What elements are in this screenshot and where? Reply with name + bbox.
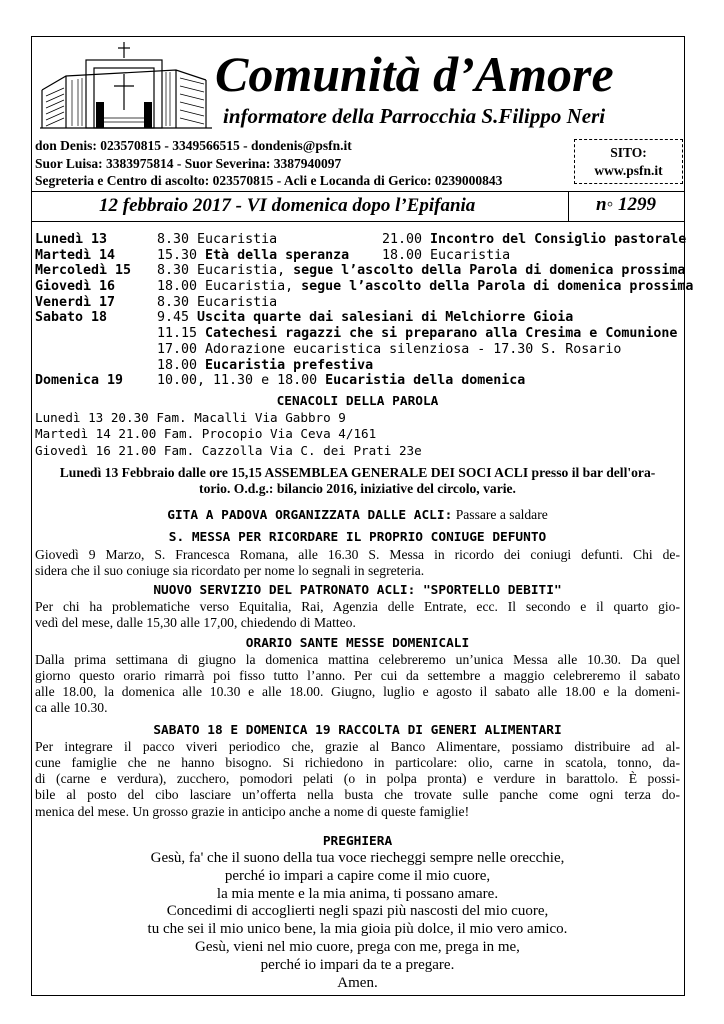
event-time: 8.30	[157, 263, 190, 279]
schedule-row	[35, 358, 680, 374]
church-logo-icon	[36, 40, 214, 134]
event-time: 9.45	[157, 310, 190, 326]
schedule-row	[35, 295, 680, 311]
event-text: Eucaristia,	[197, 263, 286, 279]
event-time: 18.00	[382, 247, 423, 263]
preghiera-title: PREGHIERA	[322, 833, 393, 849]
schedule-event	[157, 326, 677, 342]
event-text: Eucaristia,	[205, 279, 294, 295]
assemblea-line: torio. O.d.g.: bilancio 2016, iniziative del circolo, varie.	[199, 481, 516, 497]
orario-line: alle 18.00, la domenica alle 10.30 e alle 18.00. Giugno, luglio e agosto il sabato alle 18.00 e la domeni-	[35, 684, 680, 700]
event-text: Adorazione eucaristica silenziosa - 17.30 S. Rosario	[205, 341, 622, 357]
prayer-line: la mia mente e la mia anima, ti possano amare.	[216, 885, 499, 902]
event-time: 15.30	[157, 247, 198, 263]
weekly-schedule	[35, 232, 694, 389]
schedule-event	[157, 279, 693, 295]
schedule-row	[35, 232, 687, 248]
contact-line: Suor Luisa: 3383975814 - Suor Severina: 3387940097	[35, 155, 342, 171]
raccolta-line: bile al posto del cibo lasciare un’offerta nella busta che trovate sulle panche come ogni terza do-	[35, 787, 680, 803]
patronato-line: Per chi ha problematiche verso Equitalia, Rai, Agenzia delle Entrate, ecc. Il secondo e il quarto gio-	[35, 599, 680, 615]
schedule-event	[157, 342, 621, 358]
messa-title: S. MESSA PER RICORDARE IL PROPRIO CONIUGE DEFUNTO	[168, 530, 547, 546]
cenacoli-title: CENACOLI DELLA PAROLA	[276, 394, 439, 409]
schedule-row	[35, 342, 680, 358]
cenacoli-line: Lunedì 13 20.30 Fam. Macalli Via Gabbro 9	[35, 410, 346, 426]
cenacoli-line: Martedì 14 21.00 Fam. Procopio Via Ceva 4/161	[35, 426, 377, 442]
assemblea-line: Lunedì 13 Febbraio dalle ore 15,15 ASSEMBLEA GENERALE DEI SOCI ACLI presso il bar dell'ora-	[59, 464, 656, 480]
event-time: 17.00	[157, 341, 198, 357]
messa-line: sidera che il suo coniuge sia ricordato per nome lo segnali in segreteria.	[35, 562, 425, 578]
event-time: 8.30	[157, 294, 190, 310]
announcements	[35, 394, 680, 992]
schedule-row	[35, 279, 694, 295]
schedule-day: Domenica 19	[35, 373, 124, 389]
raccolta-title: SABATO 18 E DOMENICA 19 RACCOLTA DI GENERI ALIMENTARI	[153, 722, 562, 738]
patronato-line: vedì del mese, dalle 15,30 alle 17,00, chiedendo di Matteo.	[35, 615, 356, 631]
schedule-event	[157, 263, 685, 279]
issue-number: n◦ 1299	[596, 193, 657, 215]
event-time: 18.00	[157, 279, 198, 295]
prayer-line: perché io impari a capire come il mio cuore,	[224, 867, 491, 884]
raccolta-line: di (carne e verdura), zucchero, pomodori pelati (o in polpa pronta) e verdure in barattolo. È possi-	[35, 771, 680, 787]
newsletter-title: Comunità d’Amore	[215, 46, 614, 102]
schedule-day: Martedì 14	[35, 247, 116, 263]
event-text: Eucaristia	[197, 232, 278, 247]
event-time: 18.00	[157, 357, 198, 373]
orario-line: ca alle 10.30.	[35, 700, 108, 716]
event-time: 21.00	[382, 232, 423, 247]
orario-line: Dalla prima settimana di giugno la domenica mattina celebreremo un’unica Messa alle 10.30. Da quel	[35, 651, 680, 667]
patronato-title: NUOVO SERVIZIO DEL PATRONATO ACLI: "SPORTELLO DEBITI"	[153, 583, 562, 599]
prayer-line: Concedimi di accoglierti negli spazi più nascosti del mio cuore,	[166, 903, 549, 920]
schedule-day: Venerdì 17	[35, 294, 116, 310]
prayer-line: Gesù, fa' che il suono della tua voce riecheggi sempre nelle orecchie,	[150, 850, 565, 867]
contacts-block	[35, 137, 502, 190]
raccolta-line: Per integrare il pacco viveri periodico che, grazie al Banco Alimentare, possiamo distribuire ad al-	[35, 738, 680, 754]
schedule-day: Giovedì 16	[35, 279, 116, 295]
schedule-day: Sabato 18	[35, 310, 108, 326]
gita-text: Passare a saldare	[455, 507, 548, 523]
prayer-line: perché io impari da te a pregare.	[260, 956, 455, 973]
contact-line: don Denis: 023570815 - 3349566515 - dondenis@psfn.it	[35, 138, 352, 153]
event-highlight: Incontro del Consiglio pastorale	[430, 232, 687, 247]
contact-line: Segreteria e Centro di ascolto: 023570815 - Acli e Locanda di Gerico: 0239000843	[35, 173, 503, 188]
newsletter-subtitle: informatore della Parrocchia S.Filippo Neri	[223, 104, 606, 128]
schedule-row	[35, 310, 680, 326]
event-highlight: Eucaristia prefestiva	[205, 357, 374, 373]
schedule-event	[382, 232, 686, 248]
event-highlight: Età della speranza	[205, 247, 350, 263]
schedule-day: Mercoledì 15	[35, 263, 132, 279]
raccolta-line: menica del mese. Un grosso grazie in anticipo anche a nome di queste famiglie!	[35, 803, 470, 819]
site-url[interactable]: www.psfn.it	[594, 163, 663, 178]
event-text: Eucaristia	[430, 247, 511, 263]
event-highlight: Eucaristia della domenica	[325, 373, 526, 389]
schedule-event	[157, 295, 277, 311]
raccolta-line: cune famiglie che ne hanno bisogno. Si richiedono in particolare: olio, carne in scatola, tonno, da-	[35, 755, 680, 771]
date-bar	[31, 191, 685, 222]
event-highlight: Uscita quarte dai salesiani di Melchiorre Gioia	[197, 310, 574, 326]
prayer-text	[35, 850, 680, 992]
event-time: 10.00, 11.30 e 18.00	[157, 373, 318, 389]
schedule-event	[157, 358, 373, 374]
schedule-row	[35, 248, 680, 264]
orario-line: giorno questo orario rimarrà poi fisso tutto l’anno. Per cui da settembre a maggio celebreremo il sabato	[35, 668, 680, 684]
orario-title: ORARIO SANTE MESSE DOMENICALI	[245, 635, 470, 651]
schedule-row	[35, 263, 686, 279]
schedule-event	[157, 373, 525, 389]
schedule-event	[382, 248, 510, 264]
event-highlight: segue l’ascolto della Parola di domenica prossima	[293, 263, 686, 279]
cenacoli-line: Giovedì 16 21.00 Fam. Cazzolla Via C. dei Prati 23e	[35, 442, 422, 458]
messa-line: Giovedì 9 Marzo, S. Francesca Romana, alle 16.30 S. Messa in ricordo dei coniugi defunti. Chi de-	[35, 546, 680, 562]
schedule-row	[35, 326, 680, 342]
schedule-day: Lunedì 13	[35, 232, 108, 247]
issue-date: 12 febbraio 2017 - VI domenica dopo l’Epifania	[99, 195, 476, 216]
schedule-event	[157, 248, 349, 264]
prayer-line: Gesù, vieni nel mio cuore, prega con me, prega in me,	[195, 939, 520, 956]
gita-title: GITA A PADOVA ORGANIZZATA DALLE ACLI:	[167, 508, 453, 524]
site-box	[574, 139, 683, 184]
issue-number-box	[568, 191, 685, 222]
event-time: 11.15	[157, 326, 198, 342]
prayer-line: tu che sei il mio unico bene, la mia gioia più dolce, il mio vero amico.	[147, 921, 568, 938]
site-label: SITO:	[610, 145, 647, 160]
gita-notice	[35, 507, 680, 524]
event-time: 8.30	[157, 232, 190, 247]
event-highlight: segue l’ascolto della Parola di domenica prossima	[301, 279, 694, 295]
schedule-event	[157, 232, 277, 248]
event-text: Eucaristia	[197, 294, 278, 310]
prayer-line: Amen.	[337, 974, 378, 991]
schedule-event	[157, 310, 573, 326]
schedule-row	[35, 373, 680, 389]
event-highlight: Catechesi ragazzi che si preparano alla Cresima e Comunione	[205, 326, 678, 342]
